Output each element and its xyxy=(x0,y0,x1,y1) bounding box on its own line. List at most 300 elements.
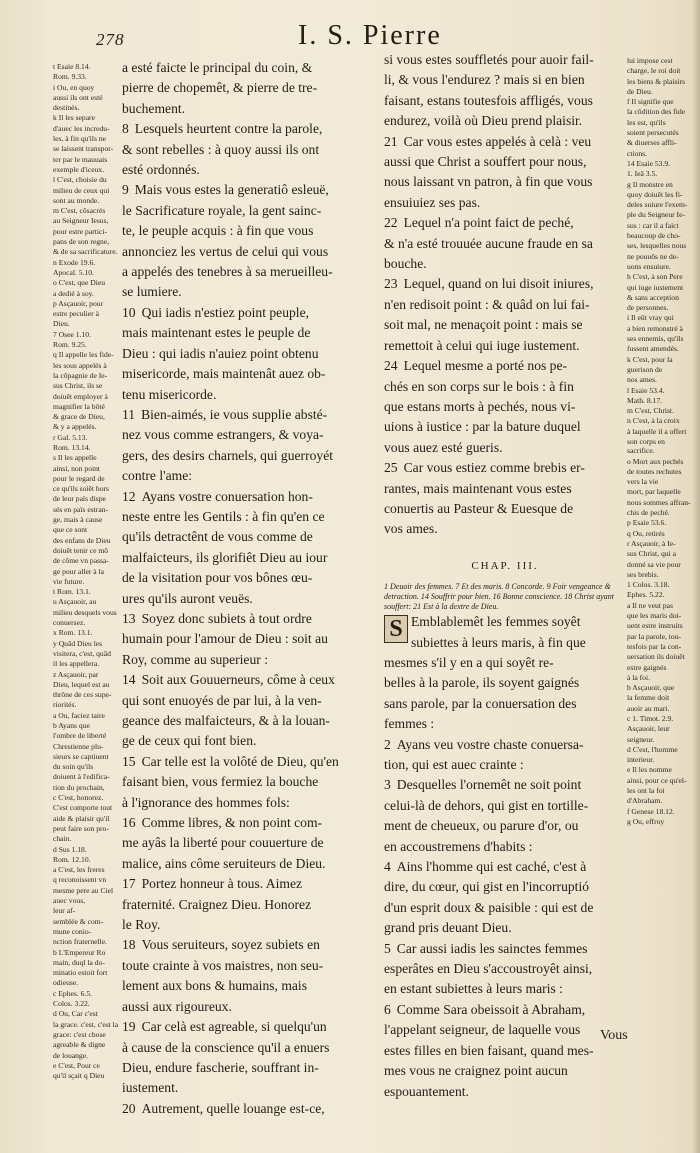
text-line xyxy=(384,755,626,775)
verse-text: à cause de la conscience qu'il a enuers xyxy=(122,1039,330,1055)
verse-number: 22 xyxy=(384,215,398,231)
margin-note: estre gaignés xyxy=(627,662,667,672)
margin-note: ainsi, pour ce qu'el- xyxy=(627,775,687,785)
main-text-column xyxy=(122,58,370,1119)
margin-note: b Ayans que xyxy=(53,721,90,730)
text-line xyxy=(122,446,370,466)
verse-number: 2 xyxy=(384,736,391,752)
text-line xyxy=(122,527,370,547)
text-line xyxy=(384,172,626,192)
text-line xyxy=(384,132,626,152)
margin-note: les biens & plaisirs xyxy=(627,76,686,86)
verse-text: fraternité. Craignez Dieu. Honorez xyxy=(122,896,312,912)
margin-note: doiuêt employer à xyxy=(53,391,108,401)
verse-text: Car vous estiez comme brebis er- xyxy=(403,460,585,476)
verse-text: tion, qui est auec crainte : xyxy=(384,757,524,772)
margin-note: conuersez. xyxy=(53,618,86,628)
text-line xyxy=(122,650,370,670)
margin-note: fussent amendés. xyxy=(627,344,679,354)
verse-text: Comme Sara obeissoit à Abraham, xyxy=(396,1001,586,1017)
margin-note: x Rom. 13.1. xyxy=(53,628,93,638)
margin-note: f Genese 18.12. xyxy=(627,806,675,816)
verse-text: Portez honneur à tous. Aimez xyxy=(141,876,303,892)
text-line xyxy=(122,772,370,792)
text-line xyxy=(122,711,370,731)
margin-note: e Il les nomme xyxy=(627,765,672,775)
margin-note: semblée & com- xyxy=(53,916,104,926)
verse-text: & n'a esté trouuée aucune fraude en sa xyxy=(384,235,593,251)
text-line xyxy=(384,775,626,795)
margin-note: main, duql la do- xyxy=(53,957,105,967)
verse-text: esperâtes en Dieu s'accoustroyêt ainsi, xyxy=(384,961,593,977)
verse-text: Soit aux Gouuerneurs, côme à ceux xyxy=(141,672,335,688)
margin-note: donné sa vie pour xyxy=(627,559,681,569)
margin-note: chis de peché. xyxy=(627,508,670,518)
text-line xyxy=(122,589,370,609)
margin-note: la côpagnie de Ie- xyxy=(53,370,108,380)
verse-text: ge de ceux qui font bien. xyxy=(122,733,257,749)
verse-text: ensuiuiez ses pas. xyxy=(384,194,481,210)
verse-text: Roy, comme au superieur : xyxy=(122,651,268,667)
text-line xyxy=(384,274,626,294)
verse-text: Ayans vostre conuersation hon- xyxy=(141,488,313,504)
text-line xyxy=(122,78,370,98)
verse-text: annonciez les vertus de celui qui vous xyxy=(122,243,329,259)
margin-note: q reconoissent vn xyxy=(53,875,107,885)
text-line xyxy=(384,633,626,653)
verse-text: mais maintenant estes le peuple de xyxy=(122,325,311,341)
verse-text: buchement. xyxy=(122,100,186,116)
margin-note: destinés. xyxy=(53,103,80,113)
margin-note: d'auec les incredu- xyxy=(53,123,110,133)
margin-note: l C'est, choisie du xyxy=(53,175,107,185)
verse-text: te, le peuple acquis : à fin que vous xyxy=(122,223,314,239)
margin-note: de personnes. xyxy=(627,303,669,313)
margin-note: charge, le roi doit xyxy=(627,66,681,76)
margin-note: u Asçauoir, au xyxy=(53,597,97,607)
margin-note: z Asçauoir, par xyxy=(53,669,99,679)
drop-cap-initial: S xyxy=(384,615,408,643)
margin-note: que ce sont xyxy=(53,525,88,535)
verse-text: contre l'ame: xyxy=(122,468,193,484)
text-line xyxy=(384,458,626,478)
text-line xyxy=(384,918,626,938)
text-line xyxy=(122,915,370,935)
text-line xyxy=(384,694,626,714)
margin-note: m C'est, Christ. xyxy=(627,406,674,416)
margin-note: du soin qu'ils xyxy=(53,762,94,772)
margin-note: soient persecutés xyxy=(627,128,679,138)
margin-note: r Gal. 5.13. xyxy=(53,432,88,442)
margin-note: seigneur. xyxy=(627,734,655,744)
verse-text: bouche. xyxy=(384,256,427,272)
verse-text: nous laissant vn patron, à fin que vous xyxy=(384,174,593,190)
margin-note: e C'est, Pour ce xyxy=(53,1060,100,1070)
page-number: 278 xyxy=(96,30,125,49)
margin-note: Dieu. xyxy=(53,319,70,329)
text-line xyxy=(122,99,370,119)
margin-note: a Il ne veut pas xyxy=(627,600,673,610)
verse-text: iustement. xyxy=(122,1080,179,1096)
text-line xyxy=(122,976,370,996)
text-line xyxy=(122,935,370,955)
margin-note: beaucoup de cho- xyxy=(627,231,681,241)
text-line xyxy=(122,813,370,833)
margin-note: sus Christ, qui a xyxy=(627,549,676,559)
verse-text: sans parole, par la conuersation des xyxy=(384,695,577,711)
verse-text: Car vous estes appelés à celà : veu xyxy=(403,133,592,149)
margin-note: vie future. xyxy=(53,576,85,586)
margin-note: de Dieu. xyxy=(627,86,653,96)
margin-note: ctions. xyxy=(627,148,648,158)
text-line xyxy=(122,487,370,507)
text-line xyxy=(122,854,370,874)
margin-note: & de sa sacrificature. xyxy=(53,247,118,257)
margin-note: b Asçauoir, que xyxy=(627,683,675,693)
chapter-2-continuation xyxy=(384,50,626,540)
margin-note: uons ensuiure. xyxy=(627,261,671,271)
chapter-3-text xyxy=(384,612,626,1102)
margin-note: sus : car il a faict xyxy=(627,220,679,230)
text-line xyxy=(384,1082,626,1102)
margin-note: agreable & digne xyxy=(53,1040,106,1050)
verse-text: Car telle est la volôté de Dieu, qu'en xyxy=(141,753,339,769)
text-line xyxy=(122,140,370,160)
page-edge-shadow xyxy=(692,0,700,1153)
verse-text: estes filles en bien faisant, quand mes- xyxy=(384,1042,594,1058)
text-line xyxy=(122,670,370,690)
margin-note: y Quâd Dieu les xyxy=(53,638,103,648)
margin-note: f Il signifie que xyxy=(627,97,674,107)
verse-number: 20 xyxy=(122,1100,136,1116)
text-line xyxy=(384,479,626,499)
verse-text: en accoustremens d'habits : xyxy=(384,838,533,854)
margin-note: n C'est, à la croix xyxy=(627,416,680,426)
verse-text: belles à la parole, ils soyent gaignés xyxy=(384,675,580,691)
verse-text: uions à iustice : par la bature duquel xyxy=(384,419,581,435)
margin-note: par la parole, tou- xyxy=(627,631,681,641)
margin-note: pans de son regne, xyxy=(53,237,110,247)
verse-text: Autrement, quelle louange est-ce, xyxy=(141,1100,325,1116)
verse-text: mes vous ne craignez point aucun xyxy=(384,1063,568,1079)
margin-note: Rom. 13.14. xyxy=(53,442,91,452)
verse-text: aussi que Christ a souffert pour nous, xyxy=(384,154,587,170)
margin-note: de toutes rechutes xyxy=(627,466,682,476)
margin-note: uersation ils doiuêt xyxy=(627,652,685,662)
text-line xyxy=(122,1099,370,1119)
margin-note: a bien remonstré à xyxy=(627,323,683,333)
margin-note: ter par le mauuais xyxy=(53,154,108,164)
text-line xyxy=(122,997,370,1017)
margin-note: pour le regard de xyxy=(53,473,105,483)
margin-note: les est, qu'ils xyxy=(627,117,666,127)
margin-note: grace: c'est chose xyxy=(53,1029,106,1039)
verse-text: esté ordonnés. xyxy=(122,162,200,178)
margin-note: d'Abraham. xyxy=(627,796,663,806)
text-line xyxy=(384,653,626,673)
text-line xyxy=(122,364,370,384)
margin-note: quoy doiuêt les fi- xyxy=(627,189,683,199)
verse-number: 6 xyxy=(384,1001,391,1017)
margin-note: a C'est, les freres xyxy=(53,865,105,875)
text-line xyxy=(384,234,626,254)
verse-text: vous auez esté gueris. xyxy=(384,439,503,455)
text-line xyxy=(122,609,370,629)
margin-note: Chrestienne plu- xyxy=(53,741,104,751)
verse-text: celui-là de dehors, qui gist en tortille- xyxy=(384,797,589,813)
margin-note: que les maris doi- xyxy=(627,611,682,621)
margin-note: estre peculier à xyxy=(53,309,99,319)
right-margin-notes xyxy=(627,56,693,827)
verse-number: 16 xyxy=(122,815,136,831)
margin-note: la côdition des fide xyxy=(627,107,685,117)
margin-note: g Ou, effroy xyxy=(627,816,665,826)
margin-note: d Sus 1.18. xyxy=(53,844,87,854)
text-line xyxy=(122,629,370,649)
verse-text: Lesquels heurtent contre la parole, xyxy=(134,121,323,137)
margin-note: exemple d'iceux. xyxy=(53,164,105,174)
verse-text: Bien-aimés, ie vous supplie absté- xyxy=(141,406,328,422)
verse-number: 8 xyxy=(122,121,129,137)
verse-text: faisant bien, vous fermiez la bouche xyxy=(122,774,319,790)
text-line xyxy=(122,568,370,588)
text-line xyxy=(384,898,626,918)
verse-text: espouantement. xyxy=(384,1083,469,1099)
margin-note: r Asçauoir, à Ie- xyxy=(627,538,676,548)
verse-text: remettoit à celui qui iuge iustement. xyxy=(384,337,580,353)
margin-note: sus Christ, ils se xyxy=(53,381,103,391)
text-line xyxy=(122,344,370,364)
right-text-column xyxy=(384,50,626,1102)
verse-text: l'appelant seigneur, de laquelle vous xyxy=(384,1022,581,1038)
text-line xyxy=(384,1020,626,1040)
text-line xyxy=(122,242,370,262)
verse-number: 21 xyxy=(384,133,398,149)
margin-note: mort, par laquelle xyxy=(627,487,681,497)
verse-number: 17 xyxy=(122,876,136,892)
text-line xyxy=(122,1017,370,1037)
margin-note: q Il appelle les fide- xyxy=(53,350,114,360)
text-line xyxy=(122,221,370,241)
margin-note: pour estre partici- xyxy=(53,226,107,236)
text-line xyxy=(122,548,370,568)
verse-number: 13 xyxy=(122,610,136,626)
text-line xyxy=(384,50,626,70)
margin-note: vers la vie xyxy=(627,477,659,487)
chapter-heading: CHAP. III. xyxy=(471,559,539,572)
margin-note: se laissent transpor- xyxy=(53,144,114,154)
text-line xyxy=(384,70,626,90)
text-line xyxy=(384,315,626,335)
margin-note: k C'est, pour la xyxy=(627,354,673,364)
margin-note: & diuerses affli- xyxy=(627,138,677,148)
verse-text: geance des malfaicteurs, & à la louan- xyxy=(122,713,330,728)
text-line xyxy=(122,956,370,976)
verse-text: ures qu'ils auront veuës. xyxy=(122,590,253,606)
verse-text: nez vous comme estrangers, & voya- xyxy=(122,427,324,443)
margin-note: ses, lesquelles nous xyxy=(627,241,687,251)
text-line xyxy=(384,111,626,131)
margin-note: au Seigneur Iesus, xyxy=(53,216,109,226)
text-line xyxy=(122,262,370,282)
verse-text: mesmes s'il y en a qui soyêt re- xyxy=(384,654,554,670)
margin-note: doiuêt tenir ce mô xyxy=(53,545,109,555)
margin-note: sieurs se captiuent xyxy=(53,751,109,761)
verse-text: a appelés des tenebres à sa merueilleu- xyxy=(122,264,333,280)
margin-note: les, à fin qu'ils ne xyxy=(53,134,107,144)
text-line xyxy=(384,816,626,836)
catchword: Vous xyxy=(600,1028,628,1043)
margin-note: Rom. 12.10. xyxy=(53,854,91,864)
verse-text: Comme libres, & non point com- xyxy=(141,815,323,831)
margin-note: de louange. xyxy=(53,1050,89,1060)
margin-note: la grace. c'est, c'est la xyxy=(53,1019,119,1029)
margin-note: tion du prochain, xyxy=(53,782,105,792)
text-line xyxy=(122,731,370,751)
verse-text: malfaicteurs, ils glorifiêt Dieu au iour xyxy=(122,549,328,565)
margin-note: s Il les appelle xyxy=(53,453,97,463)
verse-text: qui sont enuoyés de par lui, à la ven- xyxy=(122,692,322,708)
verse-text: ment de cheueux, ou parure d'or, ou xyxy=(384,818,579,834)
verse-text: Emblablemêt les femmes soyêt xyxy=(411,614,581,630)
text-line xyxy=(384,519,626,539)
margin-note: guerison de xyxy=(627,364,663,374)
margin-note: nous sommes affran- xyxy=(627,497,691,507)
verse-text: Dieu, endure fascherie, souffrant in- xyxy=(122,1059,319,1075)
verse-text: Ayans veu vostre chaste conuersa- xyxy=(396,736,584,752)
verse-text: Desquelles l'ornemêt ne soit point xyxy=(396,777,582,793)
margin-note: & sans acception xyxy=(627,292,679,302)
verse-text: neste entre les Gentils : à fin qu'en ce xyxy=(122,508,325,524)
verse-text: aussi aux rigoureux. xyxy=(122,998,232,1014)
text-line xyxy=(122,752,370,772)
verse-text: conuertis au Pasteur & Euesque de xyxy=(384,500,574,516)
margin-note: de côme vn passa- xyxy=(53,556,109,566)
margin-note: g Il monstre en xyxy=(627,179,673,189)
verse-number: 18 xyxy=(122,937,136,953)
margin-note: auoir au mari. xyxy=(627,703,670,713)
margin-note: Rom. 9.33. xyxy=(53,72,87,82)
verse-number: 11 xyxy=(122,406,136,422)
margin-note: leur af- xyxy=(53,906,76,916)
margin-note: b L'Empereur Ro xyxy=(53,947,106,957)
verse-text: femmes : xyxy=(384,716,435,732)
text-line xyxy=(122,507,370,527)
margin-note: thrône de ces supe- xyxy=(53,690,112,700)
text-line xyxy=(384,336,626,356)
verse-text: à l'ignorance des hommes fols: xyxy=(122,794,290,810)
margin-note: t Rom. 13.1. xyxy=(53,587,91,597)
margin-note: magnifier la bôté xyxy=(53,401,105,411)
margin-note: l'ombre de liberté xyxy=(53,731,107,741)
text-line xyxy=(122,160,370,180)
verse-text: endurez, voilà où Dieu prend plaisir. xyxy=(384,113,583,129)
margin-note: i Ou, en quoy xyxy=(53,82,95,92)
margin-note: & y a appelés. xyxy=(53,422,97,432)
verse-text: Lequel mesme a porté nos pe- xyxy=(403,358,568,374)
verse-text: Car celà est agreable, si quelqu'un xyxy=(141,1019,327,1035)
margin-note: son corps en sacrifice. xyxy=(627,436,665,456)
margin-note: ainsi, non point xyxy=(53,463,101,473)
text-line xyxy=(384,877,626,897)
margin-note: lui impose cest xyxy=(627,56,673,65)
margin-note: de leur païs dispe xyxy=(53,494,106,504)
text-line xyxy=(384,939,626,959)
verse-text: vos ames. xyxy=(384,521,438,537)
margin-note: ne pouuôs ne de- xyxy=(627,251,679,261)
verse-text: n'en redisoit point : & quâd on lui fai- xyxy=(384,296,590,312)
margin-note: ge pour aller à la xyxy=(53,566,105,576)
verse-text: le Roy. xyxy=(122,917,161,933)
text-line xyxy=(384,152,626,172)
margin-note: il les appellera. xyxy=(53,659,100,669)
margin-note: Rom. 9.25. xyxy=(53,340,87,350)
verse-text: me ayâs la liberté pour couuerture de xyxy=(122,835,324,851)
margin-note: 7 Osee 1.10. xyxy=(53,329,91,339)
verse-text: Mais vous estes la generatiô esleuë, xyxy=(134,182,329,198)
margin-note: milieu desquels vous xyxy=(53,607,117,617)
verse-text: d'un esprit doux & paisible : qui est de xyxy=(384,899,594,915)
margin-note: interieur. xyxy=(627,755,655,765)
verse-text: tenu misericorde. xyxy=(122,386,217,402)
text-line xyxy=(384,857,626,877)
text-line xyxy=(384,91,626,111)
text-line xyxy=(384,673,626,693)
verse-number: 19 xyxy=(122,1019,136,1035)
margin-note: auec vous, xyxy=(53,896,86,906)
margin-note: Math. 8.17. xyxy=(627,395,663,405)
text-line xyxy=(384,959,626,979)
text-line xyxy=(122,201,370,221)
verse-text: subiettes à leurs maris, à fin que xyxy=(411,634,586,650)
verse-text: se lumiere. xyxy=(122,284,182,300)
margin-note: c Ephes. 6.5. xyxy=(53,988,93,998)
margin-note: odieuse. xyxy=(53,978,79,988)
verse-text: Dieu : qui iadis n'auiez point obtenu xyxy=(122,345,319,361)
text-line xyxy=(122,58,370,78)
margin-note: chain. xyxy=(53,834,72,844)
margin-note: & grace de Dieu, xyxy=(53,412,105,422)
text-line xyxy=(122,691,370,711)
margin-note: doiuent à l'edifica- xyxy=(53,772,110,782)
verse-text: misericorde, mais maintenât auez ob- xyxy=(122,366,326,382)
margin-note: ple du Seigneur Ie- xyxy=(627,210,685,220)
margin-note: k Il les separe xyxy=(53,113,95,123)
text-line xyxy=(122,405,370,425)
margin-note: minatio estoit fort xyxy=(53,968,108,978)
running-title: I. S. Pierre xyxy=(298,20,442,51)
margin-note: Ephes. 5.22. xyxy=(627,590,665,600)
text-line xyxy=(384,397,626,417)
margin-note: Asçauoir, leur xyxy=(627,724,670,734)
verse-text: faisant, estans toutesfois affligés, vous xyxy=(384,92,593,108)
text-line xyxy=(122,180,370,200)
text-line xyxy=(122,1078,370,1098)
verse-number: 23 xyxy=(384,276,398,292)
text-line xyxy=(384,295,626,315)
text-line xyxy=(384,356,626,376)
chapter-summary: 1 Deuoir des femmes. 7 Et des maris. 8 Concorde. 9 Foir vengeance & detraction. 14 Souffrir pour bien. 16 Bonne conscience. 18 Christ ayant souffert: 21 Est à la dextre de Dieu. xyxy=(384,582,614,612)
margin-note: i Il eût vray qui xyxy=(627,313,674,323)
verse-text: que estans morts à pechés, nous vi- xyxy=(384,398,576,414)
text-line xyxy=(122,895,370,915)
margin-note: la femme doit xyxy=(627,693,670,703)
verse-text: Qui iadis n'estiez point peuple, xyxy=(141,304,310,320)
text-line xyxy=(122,1058,370,1078)
margin-note: peut faire son pro- xyxy=(53,823,109,833)
verse-text: de la visitation pour vos bônes œu- xyxy=(122,570,313,586)
margin-note: milieu de ceux qui xyxy=(53,185,110,195)
